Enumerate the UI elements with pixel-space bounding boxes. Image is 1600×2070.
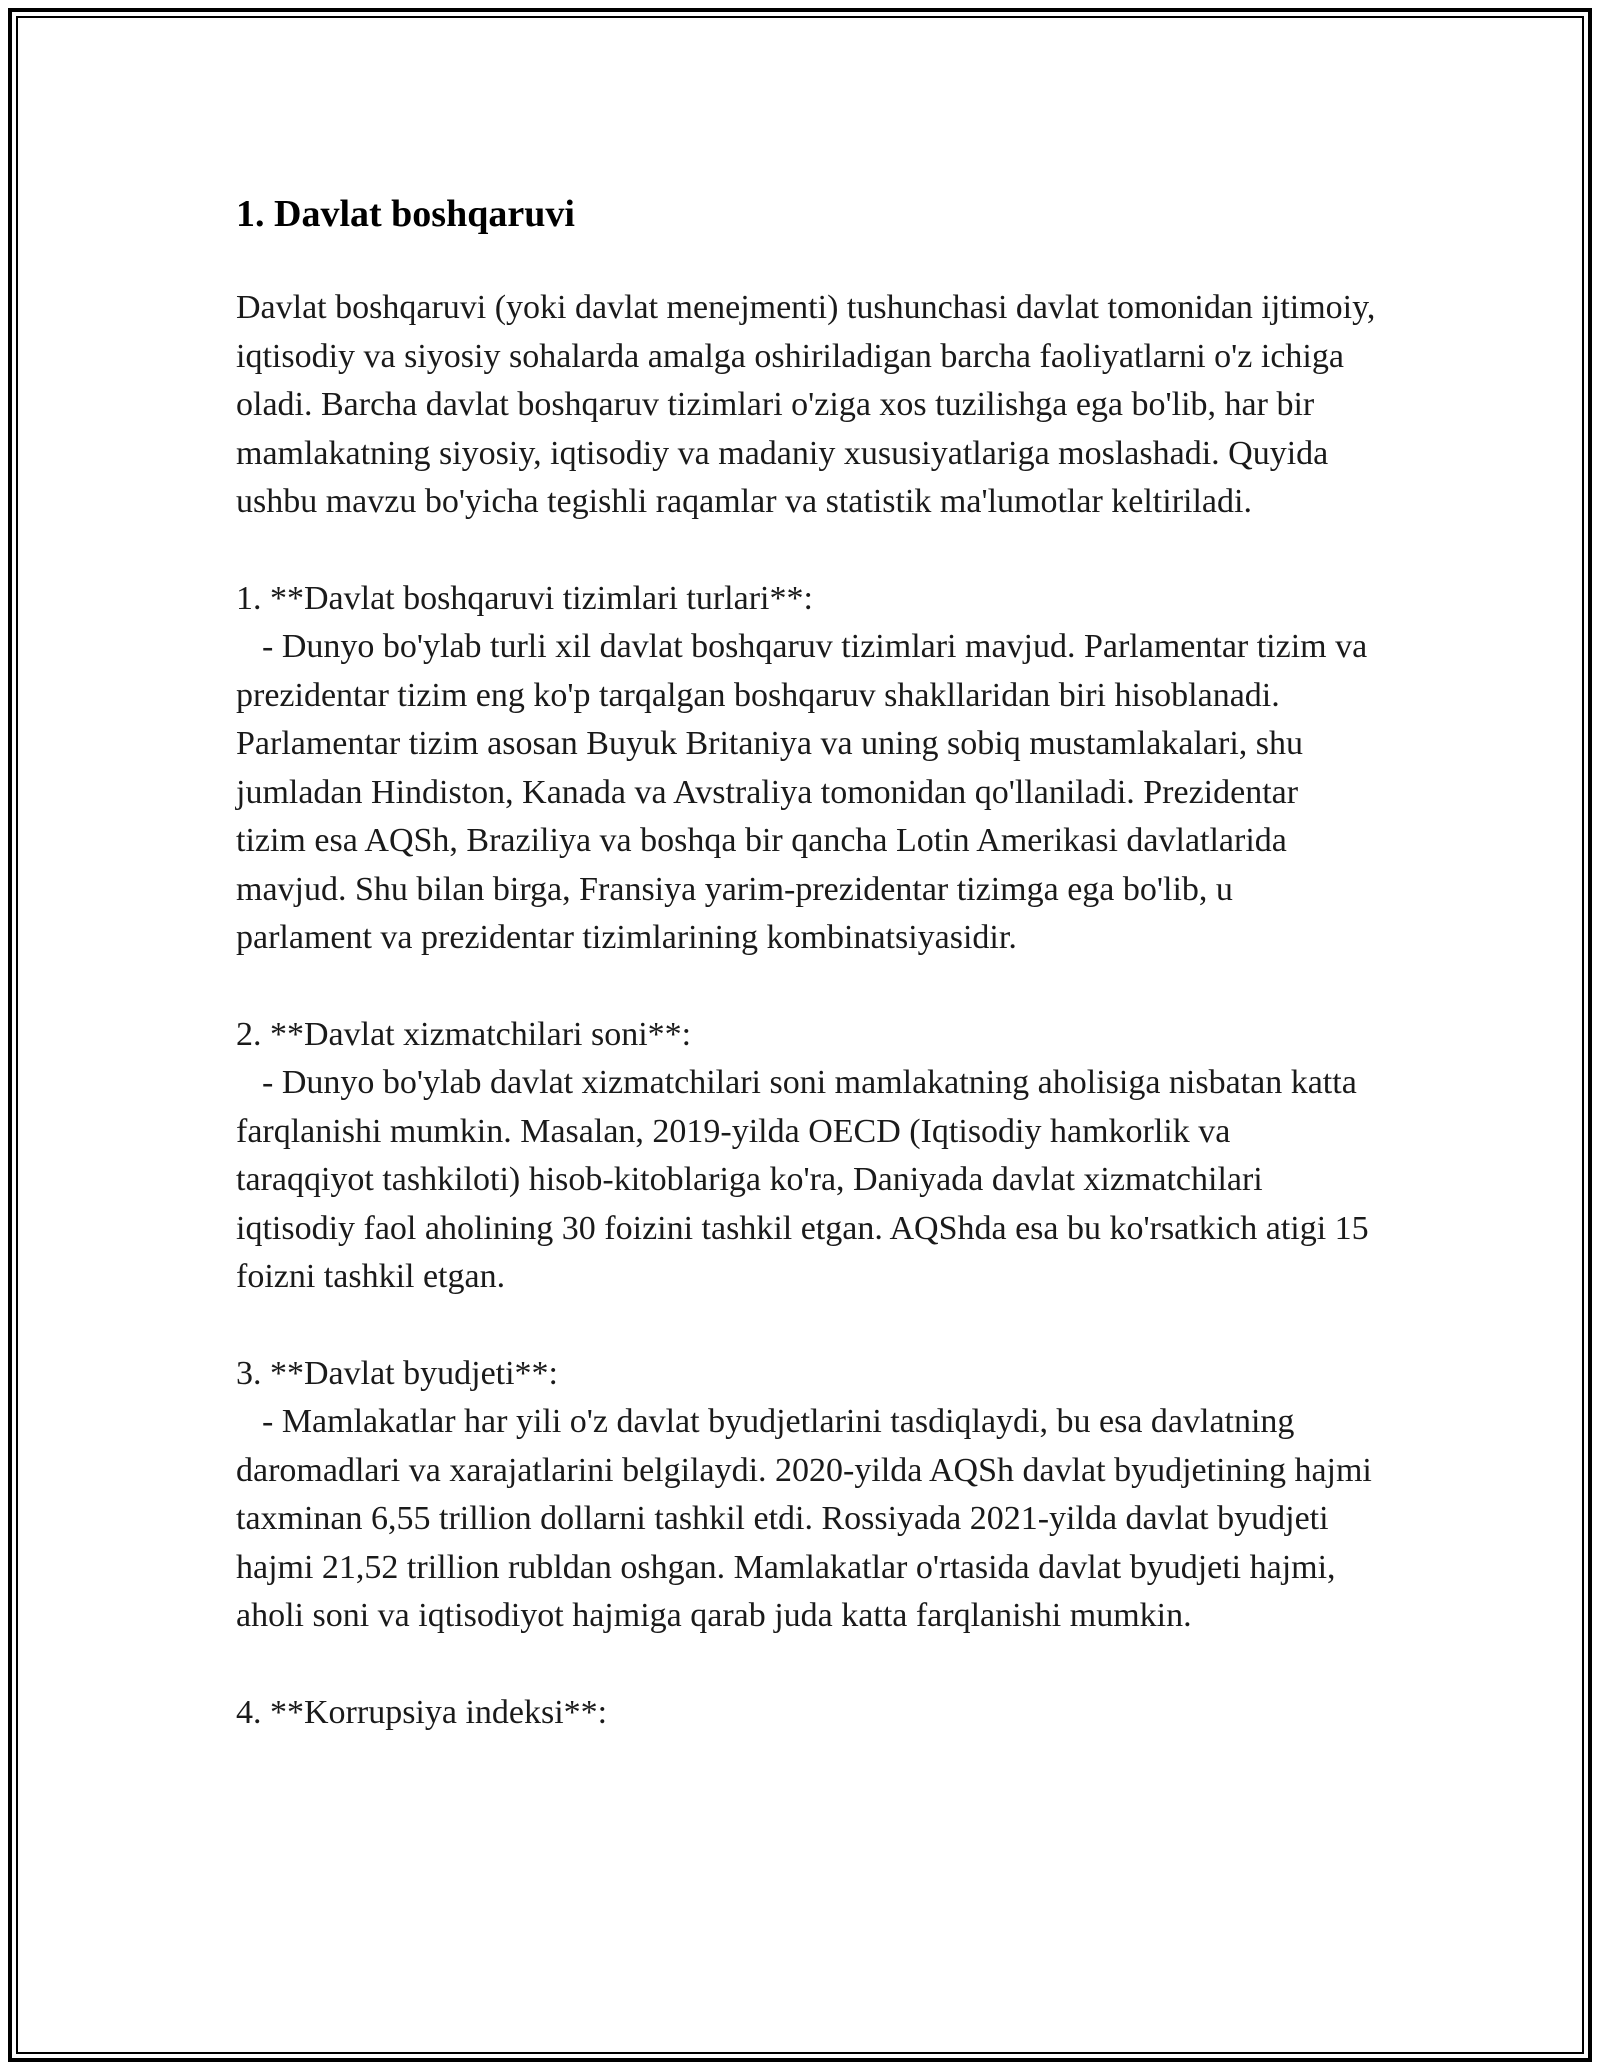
document-title: 1. Davlat boshqaruvi: [236, 193, 575, 235]
section-body-text: - Mamlakatlar har yili o'z davlat byudjetlarini tasdiqlaydi, bu esa davlatning daromadlari va xarajatlarini belgilaydi. 2020-yilda AQSh davlat byudjetining hajmi taxminan 6,55 trillion dollarni tashkil etdi. Rossiyada 2021-yilda davlat byudjeti hajmi 21,52 trillion rubldan oshgan. Mamlakatlar o'rtasida davlat byudjeti hajmi, aholi soni va iqtisodiyot hajmiga qarab juda katta farqlanishi mumkin.: [236, 1403, 1372, 1634]
section-body: [236, 1059, 1376, 1302]
section-heading: 1. **Davlat boshqaruvi tizimlari turlari**:: [236, 579, 813, 617]
section-state-budget: [236, 1350, 1376, 1641]
document-content: [236, 186, 1376, 1737]
section-heading: 3. **Davlat byudjeti**:: [236, 1354, 559, 1392]
section-government-systems: [236, 575, 1376, 963]
section-body: [236, 1398, 1376, 1641]
section-heading: 4. **Korrupsiya indeksi**:: [236, 1693, 608, 1731]
intro-paragraph: Davlat boshqaruvi (yoki davlat menejmenti) tushunchasi davlat tomonidan ijtimoiy, iqtisodiy va siyosiy sohalarda amalga oshiriladigan barcha faoliyatlarni o'z ichiga oladi. Barcha davlat boshqaruv tizimlari o'ziga xos tuzilishga ega bo'lib, har bir mamlakatning siyosiy, iqtisodiy va madaniy xususiyatlariga moslashadi. Quyida ushbu mavzu bo'yicha tegishli raqamlar va statistik ma'lumotlar keltiriladi.: [236, 289, 1376, 520]
section-corruption-index: [236, 1689, 1376, 1738]
section-body: [236, 623, 1376, 963]
section-heading: 2. **Davlat xizmatchilari soni**:: [236, 1015, 692, 1053]
section-body-text: - Dunyo bo'ylab turli xil davlat boshqaruv tizimlari mavjud. Parlamentar tizim va prezidentar tizim eng ko'p tarqalgan boshqaruv shakllaridan biri hisoblanadi. Parlamentar tizim asosan Buyuk Britaniya va uning sobiq mustamlakalari, shu jumladan Hindiston, Kanada va Avstraliya tomonidan qo'llaniladi. Prezidentar tizim esa AQSh, Braziliya va boshqa bir qancha Lotin Amerikasi davlatlarida mavjud. Shu bilan birga, Fransiya yarim-prezidentar tizimga ega bo'lib, u parlament va prezidentar tizimlarining kombinatsiyasidir.: [236, 628, 1368, 956]
section-body-text: - Dunyo bo'ylab davlat xizmatchilari soni mamlakatning aholisiga nisbatan katta farqlanishi mumkin. Masalan, 2019-yilda OECD (Iqtisodiy hamkorlik va taraqqiyot tashkiloti) hisob-kitoblariga ko'ra, Daniyada davlat xizmatchilari iqtisodiy faol aholining 30 foizini tashkil etgan. AQShda esa bu ko'rsatkich atigi 15 foizni tashkil etgan.: [236, 1064, 1369, 1295]
section-civil-servants: [236, 1011, 1376, 1302]
